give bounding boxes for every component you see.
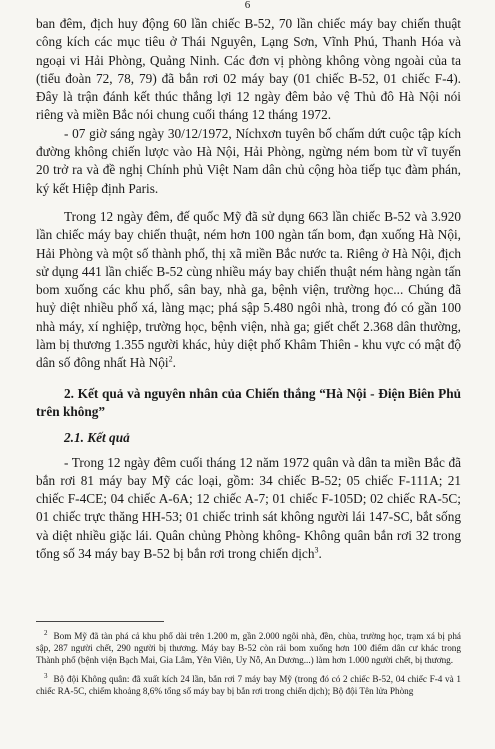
footnotes [36, 630, 461, 703]
paragraph-nixon-announcement: - 07 giờ sáng ngày 30/12/1972, Níchxơn tuyên bố chấm dứt cuộc tập kích đường không chiến lược vào Hà Nội, Hải Phòng, ngừng ném bom từ vĩ tuyến 20 trở ra và đề nghị Chính phủ Việt Nam dân chủ cộng hòa tiếp tục đàm phán, ký kết Hiệp định Paris. [36, 125, 461, 196]
footnote-2-text: Bom Mỹ đã tàn phá cả khu phố dài trên 1.200 m, gần 2.000 ngôi nhà, đền, chùa, trường học, trạm xá bị phá sập, 287 người chết, 290 người bị thương. Máy bay B-52 còn rải bom xuống hơn 100 điểm dân cư khác trong Thành phố (bệnh viện Bạch Mai, Gia Lâm, Yên Viên, Uy Nỗ, An Dương...) làm hơn 1.000 người chết, bị thương. [36, 631, 461, 666]
footnote-3-mark: 3 [44, 671, 48, 680]
footnote-3-text: Bộ đội Không quân: đã xuất kích 24 lần, bắn rơi 7 máy bay Mỹ (trong đó có 2 chiếc B-52, 04 chiếc F-4 và 1 chiếc RA-5C, chiếm khoảng 8,6% tổng số máy bay bị bắn rơi trong chiến dịch); Bộ đội Tên lửa Phòng [36, 673, 461, 696]
paragraph-results-text: - Trong 12 ngày đêm cuối tháng 12 năm 1972 quân và dân ta miền Bắc đã bắn rơi 81 máy bay Mỹ các loại, gồm: 34 chiếc B-52; 05 chiếc F-111A; 21 chiếc F-4CE; 04 chiếc A-6A; 12 chiếc A-7; 01 chiếc F-105D; 02 chiếc RA-5C; 01 chiếc trực thăng HH-53; 01 chiếc trinh sát không người lái 147-SC, bắt sống và diệt nhiều giặc lái. Quân chủng Phòng không- Không quân bắn rơi 32 trong tổng số 34 máy bay B-52 bị bắn rơi trong chiến dịch [36, 454, 461, 562]
paragraph-results: - Trong 12 ngày đêm cuối tháng 12 năm 1972 quân và dân ta miền Bắc đã bắn rơi 81 máy bay Mỹ các loại, gồm: 34 chiếc B-52; 05 chiếc F-111A; 21 chiếc F-4CE; 04 chiếc A-6A; 12 chiếc A-7; 01 chiếc F-105D; 02 chiếc RA-5C; 01 chiếc trực thăng HH-53; 01 chiếc trinh sát không người lái 147-SC, bắt sống và diệt nhiều giặc lái. Quân chủng Phòng không- Không quân bắn rơi 32 trong tổng số 34 máy bay B-52 bị bắn rơi trong chiến dịch$^3$. [36, 454, 461, 562]
paragraph-bombing-statistics-text: Trong 12 ngày đêm, đế quốc Mỹ đã sử dụng 663 lần chiếc B-52 và 3.920 lần chiếc máy bay chiến thuật, ném hơn 100 ngàn tấn bom, đạn xuống Hà Nội, Hải Phòng và một số thành phố, thị xã miền Bắc nước ta. Riêng ở Hà Nội, địch sử dụng 441 lần chiếc B-52 cùng nhiều máy bay chiến thuật ném hàng ngàn tấn bom xuống các khu phố, sân bay, nhà ga, bệnh viện, trường học... Chúng đã huỷ diệt nhiều phố xá, làng mạc; phá sập 5.480 ngôi nhà, trong đó có gần 100 nhà máy, xí nghiệp, trường học, bệnh viện, nhà ga; giết chết 2.368 dân thường, làm bị thương 1.355 người khác, hủy diệt phố Khâm Thiên - khu vực có mật độ dân số đông nhất Hà Nội [36, 208, 461, 371]
footnote-3 [36, 673, 461, 697]
page-body [36, 15, 461, 563]
paragraph-bombing-statistics: Trong 12 ngày đêm, đế quốc Mỹ đã sử dụng 663 lần chiếc B-52 và 3.920 lần chiếc máy bay chiến thuật, ném hơn 100 ngàn tấn bom, đạn xuống Hà Nội, Hải Phòng và một số thành phố, thị xã miền Bắc nước ta. Riêng ở Hà Nội, địch sử dụng 441 lần chiếc B-52 cùng nhiều máy bay chiến thuật ném hàng ngàn tấn bom xuống các khu phố, sân bay, nhà ga, bệnh viện, trường học... Chúng đã huỷ diệt nhiều phố xá, làng mạc; phá sập 5.480 ngôi nhà, trong đó có gần 100 nhà máy, xí nghiệp, trường học, bệnh viện, nhà ga; giết chết 2.368 dân thường, làm bị thương 1.355 người khác, hủy diệt phố Khâm Thiên - khu vực có mật độ dân số đông nhất Hà Nội$^2$. [36, 208, 461, 371]
footnote-2-mark: 2 [44, 628, 48, 637]
footnote-2 [36, 630, 461, 667]
subsection-heading: 2.1. Kết quả [64, 430, 130, 446]
paragraph-continuation: ban đêm, địch huy động 60 lần chiếc B-52, 70 lần chiếc máy bay chiến thuật công kích các mục tiêu ở Thái Nguyên, Lạng Sơn, Vĩnh Phú, Thanh Hóa và ngoại vi Hải Phòng, Quảng Ninh. Các đơn vị phòng không vòng ngoài của ta (tiểu đoàn 72, 78, 79) đã bắn rơi 02 máy bay (01 chiếc B-52, 01 chiếc F-4). Đây là trận đánh kết thúc thắng lợi 12 ngày đêm bảo vệ Thủ đô Hà Nội nói riêng và miền Bắc nói chung cuối tháng 12 tháng 1972. [36, 16, 461, 123]
page-number: 6 [244, 0, 251, 11]
footnote-divider [36, 621, 164, 622]
section-heading: 2. Kết quả và nguyên nhân của Chiến thắng “Hà Nội - Điện Biên Phủ trên không” [36, 385, 461, 419]
footnote-ref-2: 2 [168, 354, 173, 364]
footnote-ref-3: 3 [314, 545, 319, 555]
